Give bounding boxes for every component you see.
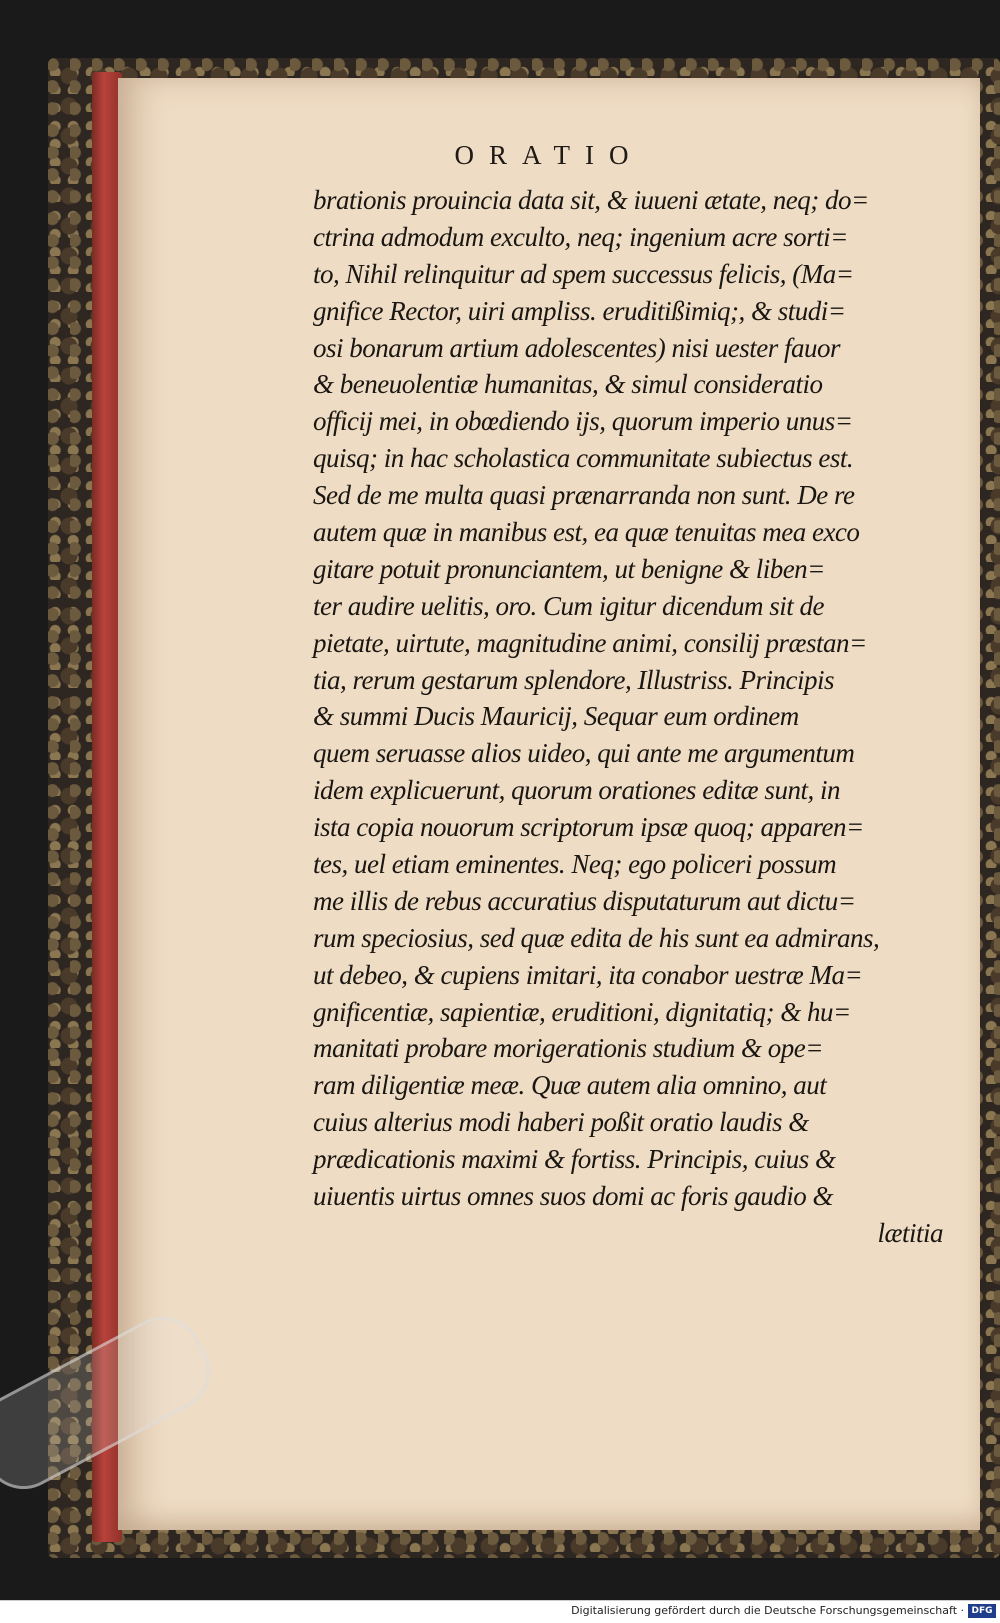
text-line: Sed de me multa quasi prænarranda non sunt. De re — [313, 480, 855, 511]
text-line: gitare potuit pronunciantem, ut benigne & liben= — [313, 553, 825, 584]
catchword: lætitia — [877, 1217, 943, 1248]
text-line: ista copia nouorum scriptorum ipsæ quoq; apparen= — [313, 812, 864, 843]
text-line: to, Nihil relinquitur ad spem successus felicis, (Ma= — [313, 258, 854, 289]
body-text — [313, 182, 1000, 1252]
text-line: quem seruasse alios uideo, qui ante me argumentum — [313, 738, 855, 769]
text-line: quisq; in hac scholastica communitate subiectus est. — [313, 443, 854, 474]
text-line: prædicationis maximi & fortiss. Principis, cuius & — [313, 1144, 836, 1175]
book-page — [118, 78, 980, 1530]
text-line: ram diligentiæ meæ. Quæ autem alia omnino, aut — [313, 1070, 827, 1101]
text-line: tes, uel etiam eminentes. Neq; ego policeri possum — [313, 849, 837, 880]
text-line: brationis prouincia data sit, & iuueni ætate, neq; do= — [313, 185, 869, 215]
text-line: gnificentiæ, sapientiæ, eruditioni, dignitatiq; & hu= — [313, 996, 851, 1027]
text-line: cuius alterius modi haberi poßit oratio laudis & — [313, 1107, 809, 1138]
text-line: gnifice Rector, uiri ampliss. eruditißimiq;, & studi= — [313, 295, 846, 326]
text-line: manitati probare morigerationis studium & ope= — [313, 1033, 823, 1064]
text-line: ctrina admodum exculto, neq; ingenium acre sorti= — [313, 221, 848, 252]
text-line: ter audire uelitis, oro. Cum igitur dicendum sit de — [313, 590, 824, 621]
text-line: pietate, uirtute, magnitudine animi, consilij præstan= — [313, 627, 867, 658]
text-line: tia, rerum gestarum splendore, Illustriss. Principis — [313, 664, 835, 695]
funding-credit: Digitalisierung gefördert durch die Deutsche Forschungsgemeinschaft · — [571, 1604, 964, 1617]
footer-bar — [0, 1600, 1000, 1623]
text-line: autem quæ in manibus est, ea quæ tenuitas mea exco — [313, 517, 860, 548]
text-line: me illis de rebus accuratius disputaturum aut dictu= — [313, 885, 856, 916]
text-line: & summi Ducis Mauricij, Sequar eum ordinem — [313, 701, 799, 732]
text-line: rum speciosius, sed quæ edita de his sunt ea admirans, — [313, 922, 880, 953]
text-line: uiuentis uirtus omnes suos domi ac foris gaudio & — [313, 1181, 834, 1212]
text-line: ut debeo, & cupiens imitari, ita conabor uestræ Ma= — [313, 959, 863, 990]
text-line: & beneuolentiæ humanitas, & simul consideratio — [313, 369, 823, 400]
text-line: osi bonarum artium adolescentes) nisi uester fauor — [313, 332, 840, 363]
text-line: idem explicuerunt, quorum orationes editæ sunt, in — [313, 775, 840, 806]
text-line: officij mei, in obœdiendo ijs, quorum imperio unus= — [313, 406, 853, 437]
running-head: ORATIO — [454, 140, 644, 170]
dfg-logo: DFG — [968, 1604, 996, 1618]
